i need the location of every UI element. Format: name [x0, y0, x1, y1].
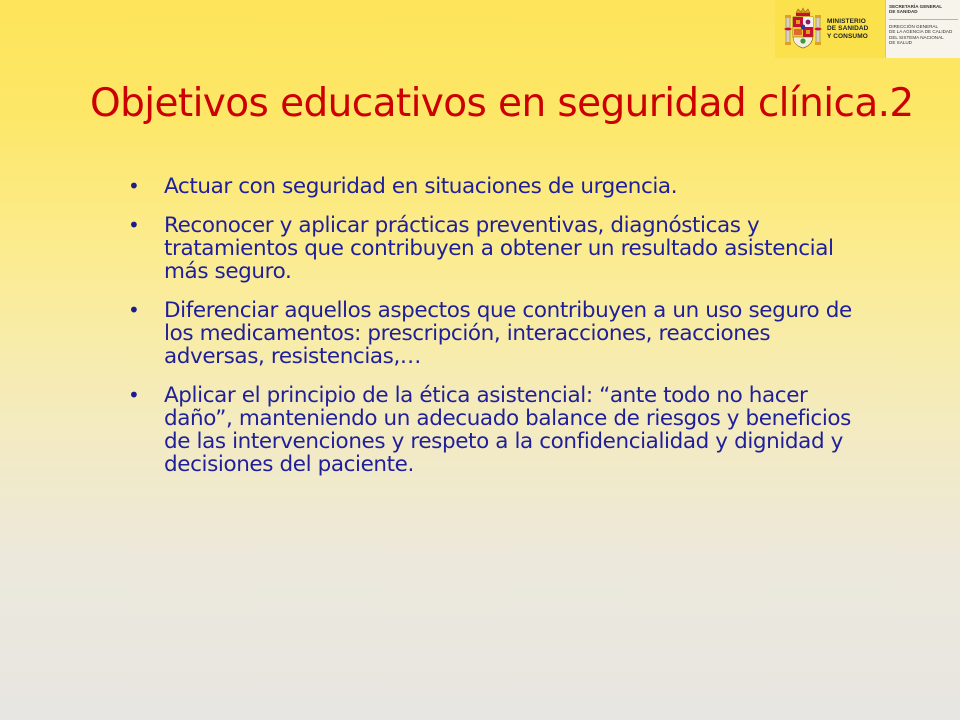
direccion-line: DE LA AGENCIA DE CALIDAD [889, 29, 953, 35]
bullet-item [128, 384, 873, 476]
ministry-name [827, 18, 868, 41]
bullet-item [128, 214, 873, 283]
ministry-line: MINISTERIO [827, 17, 866, 25]
bullet-text: Actuar con seguridad en situaciones de urgencia. [164, 174, 678, 199]
secretaria-text [889, 4, 960, 15]
bullet-list [128, 175, 873, 492]
ministry-logo [775, 0, 960, 58]
bullet-text: Aplicar el principio de la ética asistencial: “ante todo no hacer daño”, manteniendo un adecuado balance de riesgos y beneficios de las intervenciones y respeto a la confidencialidad y dignidad y decisiones del paciente. [164, 383, 851, 477]
ministry-line: Y CONSUMO [827, 32, 868, 40]
ministry-line: DE SANIDAD [827, 25, 869, 33]
bullet-icon: • [128, 174, 140, 198]
secretaria-line: SECRETARÍA GENERAL [889, 4, 943, 9]
bullet-text: Diferenciar aquellos aspectos que contribuyen a un uso seguro de los medicamentos: prescripción, interacciones, reacciones adversas, resistencias,… [164, 298, 852, 369]
bullet-text: Reconocer y aplicar prácticas preventivas, diagnósticas y tratamientos que contribuyen a obtener un resultado asistencial más seguro. [164, 213, 834, 284]
bullet-icon: • [128, 298, 140, 322]
secretaria-line: DE SANIDAD [889, 9, 918, 15]
bullet-item [128, 175, 873, 198]
direccion-line: DIRECCIÓN GENERAL [889, 23, 939, 29]
direccion-line: DEL SISTEMA NACIONAL [889, 34, 944, 40]
bullet-icon: • [128, 213, 140, 237]
slide-title: Objetivos educativos en seguridad clínica.2 [90, 81, 914, 126]
bullet-item [128, 299, 873, 368]
ministry-logo-left [775, 0, 885, 58]
logo-divider [889, 19, 958, 20]
direccion-text [889, 24, 960, 46]
coat-of-arms-icon [783, 7, 823, 51]
agency-names [885, 0, 960, 58]
direccion-line: DE SALUD [889, 40, 912, 46]
bullet-icon: • [128, 383, 140, 407]
